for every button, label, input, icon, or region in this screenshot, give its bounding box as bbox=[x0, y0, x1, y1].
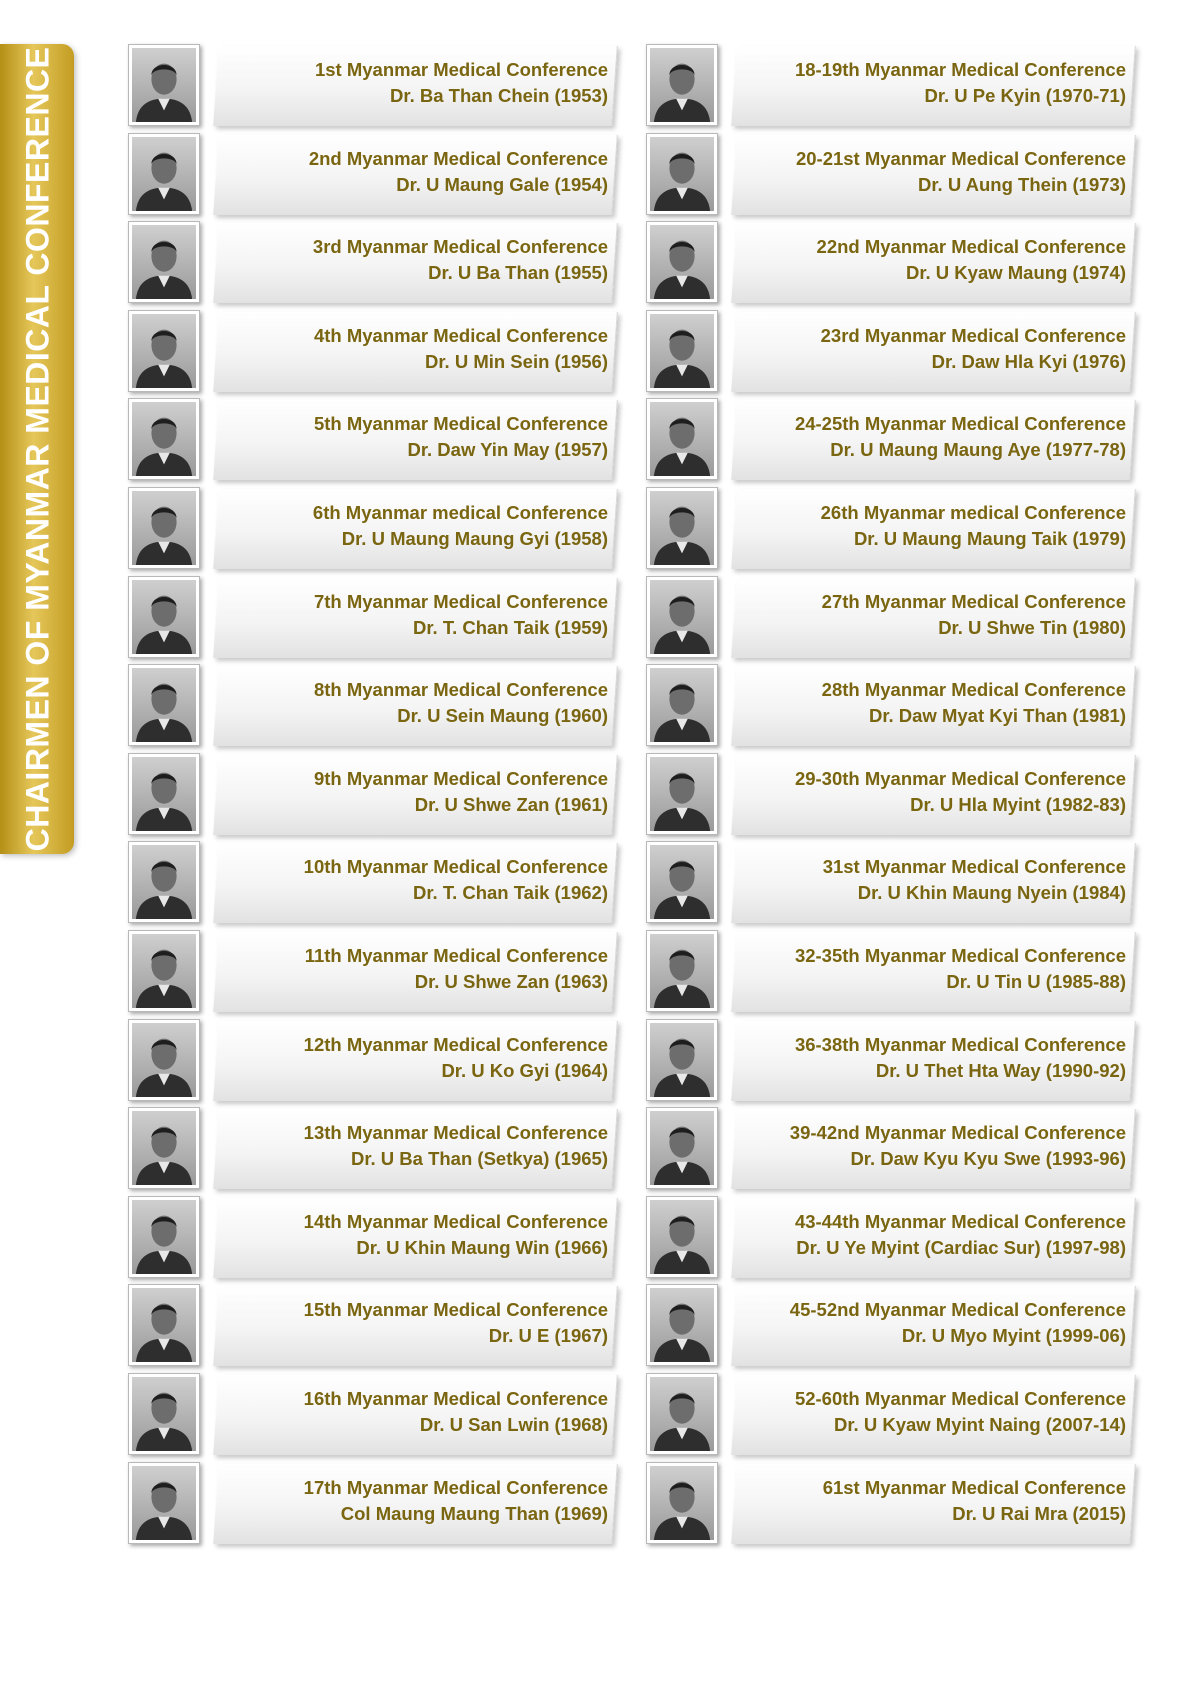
portrait-photo bbox=[128, 930, 200, 1012]
conference-title: 12th Myanmar Medical Conference bbox=[303, 1033, 608, 1055]
entry-text bbox=[216, 146, 608, 198]
conference-title: 11th Myanmar Medical Conference bbox=[304, 945, 608, 966]
entry-text bbox=[734, 500, 1126, 552]
chairman-name: Dr. T. Chan Taik (1962) bbox=[413, 882, 608, 904]
portrait-photo bbox=[646, 841, 718, 923]
portrait-photo bbox=[646, 753, 718, 835]
conference-title: 16th Myanmar Medical Conference bbox=[303, 1388, 608, 1409]
portrait-photo bbox=[128, 1196, 200, 1278]
entry-text bbox=[216, 234, 608, 286]
portrait-photo bbox=[128, 310, 200, 392]
conference-title: 4th Myanmar Medical Conference bbox=[313, 324, 608, 346]
entry-text bbox=[216, 1386, 608, 1438]
conference-title: 6th Myanmar medical Conference bbox=[312, 502, 608, 523]
conference-title: 14th Myanmar Medical Conference bbox=[303, 1210, 608, 1232]
conference-title: 7th Myanmar Medical Conference bbox=[313, 590, 608, 612]
chairman-name: Dr. U Min Sein (1956) bbox=[425, 350, 608, 372]
conference-title: 32-35th Myanmar Medical Conference bbox=[794, 945, 1126, 966]
chairman-name: Dr. U Kyaw Maung (1974) bbox=[905, 262, 1126, 284]
conference-title: 22nd Myanmar Medical Conference bbox=[816, 236, 1126, 258]
conference-title: 10th Myanmar Medical Conference bbox=[303, 856, 608, 878]
portrait-photo bbox=[646, 1462, 718, 1544]
chairman-name: Dr. U Maung Maung Aye (1977-78) bbox=[830, 439, 1126, 461]
chairman-name: Dr. U Ba Than (1955) bbox=[428, 262, 608, 284]
portrait-photo bbox=[646, 487, 718, 569]
chairman-name: Dr. T. Chan Taik (1959) bbox=[413, 616, 608, 638]
conference-title: 9th Myanmar Medical Conference bbox=[313, 767, 608, 789]
entry-text bbox=[734, 854, 1126, 906]
conference-title: 52-60th Myanmar Medical Conference bbox=[794, 1388, 1126, 1409]
conference-title: 26th Myanmar medical Conference bbox=[820, 502, 1126, 523]
conference-title: 29-30th Myanmar Medical Conference bbox=[794, 767, 1126, 789]
entry-text bbox=[734, 411, 1126, 463]
portrait-photo bbox=[128, 398, 200, 480]
portrait-photo bbox=[128, 44, 200, 126]
portrait-photo bbox=[646, 1373, 718, 1455]
chairman-name: Dr. U Thet Hta Way (1990-92) bbox=[875, 1059, 1126, 1081]
entry-text bbox=[216, 1120, 608, 1172]
conference-title: 3rd Myanmar Medical Conference bbox=[312, 236, 608, 258]
entry-text bbox=[216, 766, 608, 818]
entry-text bbox=[734, 1032, 1126, 1084]
chairman-name: Dr. Daw Myat Kyi Than (1981) bbox=[868, 705, 1126, 727]
conference-title: 61st Myanmar Medical Conference bbox=[822, 1476, 1126, 1498]
entry-text bbox=[734, 234, 1126, 286]
chairman-name: Dr. Daw Hla Kyi (1976) bbox=[931, 350, 1126, 372]
conference-title: 5th Myanmar Medical Conference bbox=[313, 413, 608, 435]
conference-title: 20-21st Myanmar Medical Conference bbox=[795, 147, 1126, 169]
chairman-name: Dr. U Ko Gyi (1964) bbox=[441, 1059, 608, 1081]
chairman-name: Dr. U Maung Maung Gyi (1958) bbox=[341, 528, 608, 549]
chairman-name: Dr. U Hla Myint (1982-83) bbox=[910, 793, 1126, 815]
entry-text bbox=[216, 323, 608, 375]
entry-text bbox=[734, 1297, 1126, 1349]
entry-text bbox=[734, 146, 1126, 198]
conference-title: 2nd Myanmar Medical Conference bbox=[308, 147, 608, 169]
conference-title: 13th Myanmar Medical Conference bbox=[303, 1122, 608, 1144]
entry-text bbox=[216, 1209, 608, 1261]
conference-title: 15th Myanmar Medical Conference bbox=[303, 1299, 608, 1321]
entry-text bbox=[734, 589, 1126, 641]
portrait-photo bbox=[646, 44, 718, 126]
portrait-photo bbox=[646, 133, 718, 215]
portrait-photo bbox=[646, 930, 718, 1012]
chairman-name: Dr. U Maung Gale (1954) bbox=[396, 173, 608, 195]
conference-title: 39-42nd Myanmar Medical Conference bbox=[789, 1122, 1126, 1144]
entry-text bbox=[734, 1475, 1126, 1527]
entry-text bbox=[734, 1120, 1126, 1172]
chairman-name: Dr. U Tin U (1985-88) bbox=[946, 971, 1126, 992]
entry-text bbox=[734, 1386, 1126, 1438]
portrait-photo bbox=[646, 1196, 718, 1278]
conference-title: 36-38th Myanmar Medical Conference bbox=[794, 1033, 1126, 1055]
chairman-name: Dr. U Ba Than (Setkya) (1965) bbox=[350, 1148, 608, 1170]
portrait-photo bbox=[128, 221, 200, 303]
portrait-photo bbox=[128, 576, 200, 658]
portrait-photo bbox=[646, 1019, 718, 1101]
portrait-photo bbox=[128, 1373, 200, 1455]
chairman-name: Dr. U Sein Maung (1960) bbox=[397, 705, 608, 727]
entry-text bbox=[216, 1032, 608, 1084]
portrait-photo bbox=[128, 753, 200, 835]
portrait-photo bbox=[128, 133, 200, 215]
conference-title: 23rd Myanmar Medical Conference bbox=[820, 324, 1126, 346]
chairman-name: Dr. U Maung Maung Taik (1979) bbox=[853, 528, 1126, 549]
entry-text bbox=[216, 589, 608, 641]
portrait-photo bbox=[128, 1462, 200, 1544]
entry-text bbox=[216, 411, 608, 463]
chairman-name: Dr. Daw Yin May (1957) bbox=[407, 439, 608, 461]
conference-title: 1st Myanmar Medical Conference bbox=[314, 59, 608, 80]
chairman-name: Dr. U Khin Maung Nyein (1984) bbox=[857, 882, 1126, 904]
conference-title: 45-52nd Myanmar Medical Conference bbox=[789, 1299, 1126, 1321]
portrait-photo bbox=[646, 310, 718, 392]
entry-text bbox=[216, 1297, 608, 1349]
conference-title: 24-25th Myanmar Medical Conference bbox=[794, 413, 1126, 435]
chairman-name: Dr. Ba Than Chein (1953) bbox=[390, 85, 608, 106]
entry-text bbox=[734, 57, 1126, 109]
portrait-photo bbox=[646, 221, 718, 303]
chairman-name: Dr. U San Lwin (1968) bbox=[419, 1414, 608, 1435]
portrait-photo bbox=[128, 841, 200, 923]
chairman-name: Dr. U Shwe Zan (1963) bbox=[414, 971, 608, 992]
portrait-photo bbox=[646, 1284, 718, 1366]
entry-text bbox=[216, 500, 608, 552]
chairman-name: Col Maung Maung Than (1969) bbox=[340, 1502, 608, 1524]
portrait-photo bbox=[128, 664, 200, 746]
entry-text bbox=[216, 1475, 608, 1527]
chairman-name: Dr. U Khin Maung Win (1966) bbox=[356, 1236, 608, 1258]
chairman-name: Dr. U Ye Myint (Cardiac Sur) (1997-98) bbox=[796, 1236, 1126, 1258]
entry-text bbox=[216, 943, 608, 995]
portrait-photo bbox=[646, 576, 718, 658]
conference-title: 18-19th Myanmar Medical Conference bbox=[794, 59, 1126, 80]
chairman-name: Dr. U Rai Mra (2015) bbox=[952, 1502, 1126, 1524]
portrait-photo bbox=[128, 487, 200, 569]
chairman-name: Dr. U Myo Myint (1999-06) bbox=[901, 1325, 1126, 1347]
portrait-photo bbox=[128, 1107, 200, 1189]
chairman-name: Dr. U Shwe Tin (1980) bbox=[938, 616, 1126, 638]
entry-text bbox=[734, 1209, 1126, 1261]
entry-text bbox=[734, 323, 1126, 375]
entry-text bbox=[216, 854, 608, 906]
chairman-name: Dr. U Aung Thein (1973) bbox=[918, 173, 1126, 195]
entry-text bbox=[216, 677, 608, 729]
chairman-name: Dr. Daw Kyu Kyu Swe (1993-96) bbox=[850, 1148, 1126, 1170]
entry-text bbox=[734, 677, 1126, 729]
side-title: CHAIRMEN OF MYANMAR MEDICAL CONFERENCE bbox=[19, 46, 56, 852]
conference-title: 27th Myanmar Medical Conference bbox=[821, 590, 1126, 612]
portrait-photo bbox=[646, 398, 718, 480]
conference-title: 43-44th Myanmar Medical Conference bbox=[794, 1210, 1126, 1232]
portrait-photo bbox=[646, 1107, 718, 1189]
portrait-photo bbox=[128, 1019, 200, 1101]
conference-title: 31st Myanmar Medical Conference bbox=[822, 856, 1126, 878]
chairman-name: Dr. U Pe Kyin (1970-71) bbox=[924, 85, 1126, 106]
conference-title: 17th Myanmar Medical Conference bbox=[303, 1476, 608, 1498]
entry-text bbox=[734, 943, 1126, 995]
portrait-photo bbox=[128, 1284, 200, 1366]
conference-title: 28th Myanmar Medical Conference bbox=[821, 679, 1126, 701]
entry-text bbox=[734, 766, 1126, 818]
entry-text bbox=[216, 57, 608, 109]
portrait-photo bbox=[646, 664, 718, 746]
chairman-name: Dr. U Kyaw Myint Naing (2007-14) bbox=[834, 1414, 1126, 1435]
chairman-name: Dr. U Shwe Zan (1961) bbox=[414, 793, 608, 815]
chairman-name: Dr. U E (1967) bbox=[488, 1325, 608, 1347]
conference-title: 8th Myanmar Medical Conference bbox=[313, 679, 608, 701]
